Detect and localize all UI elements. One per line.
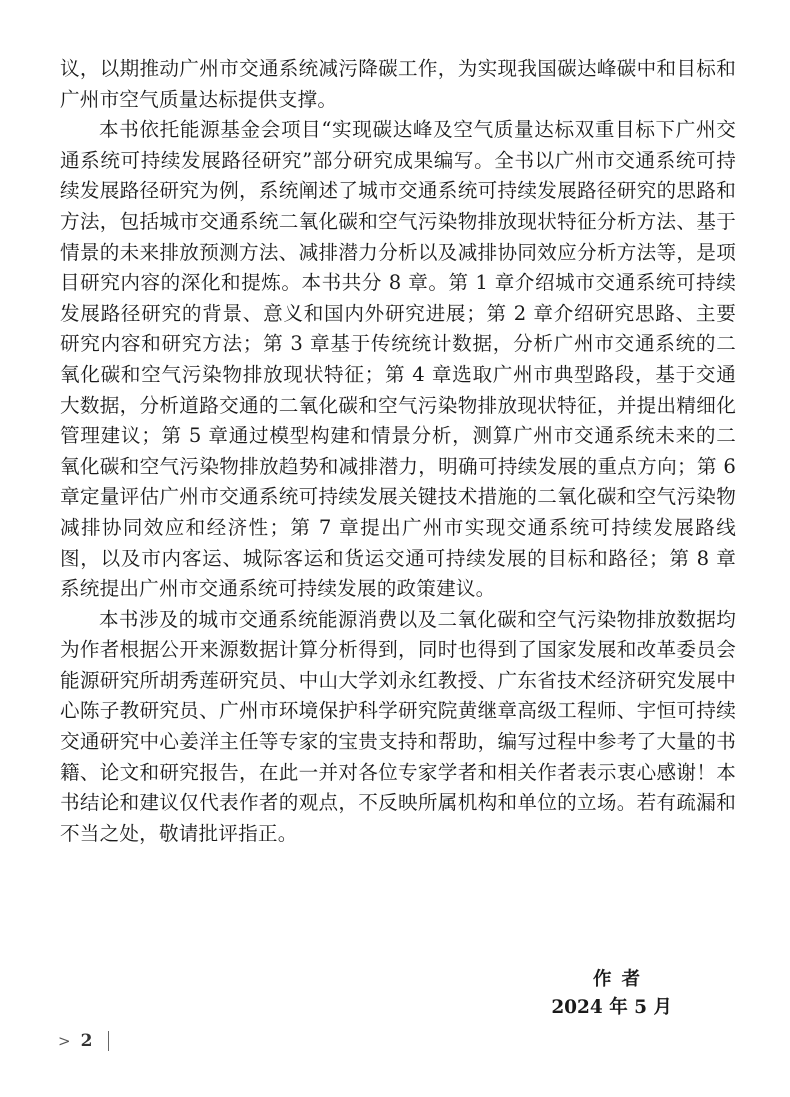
paragraph-book-overview: 本书依托能源基金会项目“实现碳达峰及空气质量达标双重目标下广州交通系统可持续发展路径研究”部分研究成果编写。全书以广州市交通系统可持续发展路径研究为例，系统阐述了城市交通系统可持续发展路径研究的思路和方法，包括城市交通系统二氧化碳和空气污染物排放现状特征分析方法、基于情景的未来排放预测方法、减排潜力分析以及减排协同效应分析方法等，是项目研究内容的深化和提炼。本书共分 8 章。第 1 章介绍城市交通系统可持续发展路径研究的背景、意义和国内外研究进展；第 2 章介绍研究思路、主要研究内容和研究方法；第 3 章基于传统统计数据，分析广州市交通系统的二氧化碳和空气污染物排放现状特征；第 4 章选取广州市典型路段，基于交通大数据，分析道路交通的二氧化碳和空气污染物排放现状特征，并提出精细化管理建议；第 5 章通过模型构建和情景分析，测算广州市交通系统未来的二氧化碳和空气污染物排放趋势和减排潜力，明确可持续发展的重点方向；第 6 章定量评估广州市交通系统可持续发展关键技术措施的二氧化碳和空气污染物减排协同效应和经济性；第 7 章提出广州市实现交通系统可持续发展路线图，以及市内客运、城际客运和货运交通可持续发展的目标和路径；第 8 章系统提出广州市交通系统可持续发展的政策建议。 — [60, 118, 736, 601]
page-footer — [58, 1031, 109, 1051]
page-body — [60, 54, 736, 849]
signature-block — [551, 966, 672, 1022]
footer-divider — [108, 1031, 109, 1051]
paragraph-continuation: 议，以期推动广州市交通系统减污降碳工作，为实现我国碳达峰碳中和目标和广州市空气质量达标提供支撑。 — [60, 57, 736, 111]
signature-author: 作者 — [592, 969, 650, 990]
chevron-right-icon: > — [58, 1032, 71, 1050]
paragraph-acknowledgements: 本书涉及的城市交通系统能源消费以及二氧化碳和空气污染物排放数据均为作者根据公开来源数据计算分析得到，同时也得到了国家发展和改革委员会能源研究所胡秀莲研究员、中山大学刘永红教授、广东省技术经济研究发展中心陈子教研究员、广州市环境保护科学研究院黄继章高级工程师、宇恒可持续交通研究中心姜洋主任等专家的宝贵支持和帮助，编写过程中参考了大量的书籍、论文和研究报告，在此一并对各位专家学者和相关作者表示衷心感谢！本书结论和建议仅代表作者的观点，不反映所属机构和单位的立场。若有疏漏和不当之处，敬请批评指正。 — [60, 607, 736, 845]
page-number: 2 — [80, 1031, 93, 1051]
signature-date: 2024 年 5 月 — [551, 997, 672, 1018]
